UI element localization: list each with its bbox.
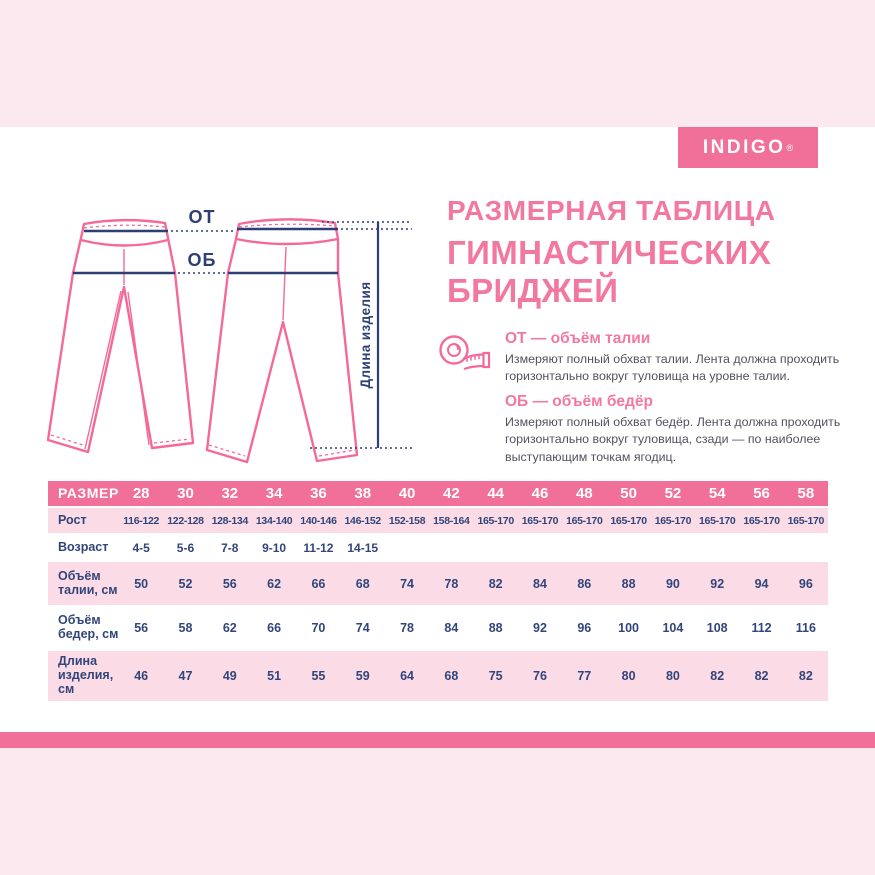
table-cell: 11-12 <box>303 540 334 555</box>
table-cell: 68 <box>355 576 370 591</box>
table-cell: 88 <box>621 576 636 591</box>
table-cell: 58 <box>797 485 815 502</box>
table-cell: 92 <box>533 621 547 635</box>
table-cell: 28 <box>132 485 150 502</box>
table-cell: 76 <box>533 669 547 683</box>
table-cell: 7-8 <box>221 540 239 555</box>
table-cell: 68 <box>444 669 459 683</box>
table-cell: 128-134 <box>211 514 248 527</box>
table-cell: 92 <box>710 576 725 591</box>
waist-measure-label: ОТ <box>188 207 216 227</box>
row-label: Возраст <box>58 539 109 554</box>
table-cell: 74 <box>355 621 370 635</box>
table-cell: 165-170 <box>743 514 780 527</box>
table-cell: 52 <box>664 485 682 502</box>
table-cell: 82 <box>754 669 769 683</box>
row-label: Объём бедер, см <box>58 613 119 641</box>
title-line-3: БРИДЖЕЙ <box>447 272 619 310</box>
tape-measure-icon <box>437 328 493 374</box>
table-cell: 112 <box>751 621 772 635</box>
table-cell: 36 <box>310 485 327 502</box>
registered-mark: ® <box>786 142 794 153</box>
table-row <box>48 562 828 605</box>
row-label: Рост <box>58 512 87 527</box>
table-cell: 86 <box>577 576 592 591</box>
hip-measure-label: ОБ <box>187 250 217 270</box>
table-cell: 96 <box>577 621 592 635</box>
table-cell: 34 <box>265 485 283 502</box>
table-cell: 70 <box>311 621 326 635</box>
table-cell: 78 <box>444 576 459 591</box>
table-cell: 75 <box>488 669 503 683</box>
table-cell: 165-170 <box>787 514 825 527</box>
table-cell: 58 <box>178 621 193 635</box>
table-row <box>48 481 828 506</box>
table-cell: 165-170 <box>654 514 692 527</box>
table-cell: 62 <box>267 576 282 591</box>
brand-logo <box>678 127 818 168</box>
table-cell: 30 <box>177 485 194 502</box>
title-line-1: РАЗМЕРНАЯ ТАБЛИЦА <box>447 195 776 226</box>
length-measure-label: Длина изделия <box>358 281 373 389</box>
size-table <box>48 481 828 703</box>
table-cell: 74 <box>400 576 414 591</box>
table-cell: 44 <box>487 485 504 502</box>
title-line-2: ГИМНАСТИЧЕСКИХ <box>447 234 772 271</box>
waist-legend-heading: ОТ — объём талии <box>505 330 651 347</box>
row-label: РАЗМЕР <box>58 484 119 501</box>
table-cell: 82 <box>710 669 725 683</box>
table-cell: 46 <box>134 669 149 683</box>
table-cell: 52 <box>178 576 193 591</box>
table-cell: 88 <box>488 621 503 635</box>
table-cell: 116-122 <box>123 514 160 527</box>
table-cell: 5-6 <box>176 540 195 555</box>
table-cell: 94 <box>754 576 769 591</box>
table-cell: 54 <box>708 485 726 502</box>
pants-back-view <box>207 219 357 462</box>
table-cell: 50 <box>134 576 149 591</box>
table-cell: 48 <box>575 485 593 502</box>
table-cell: 49 <box>222 669 237 683</box>
table-cell: 78 <box>400 621 414 635</box>
table-row <box>48 651 828 701</box>
table-cell: 66 <box>311 576 326 591</box>
waist-legend-body: Измеряют полный обхват талии. Лента должна проходить горизонтально вокруг туловища на уровне талии. <box>505 352 840 384</box>
table-cell: 82 <box>798 669 813 683</box>
table-cell: 62 <box>222 621 237 635</box>
table-cell: 56 <box>134 621 149 635</box>
table-cell: 46 <box>531 485 549 502</box>
table-cell: 152-158 <box>388 514 426 527</box>
row-label: Объём талии, см <box>58 568 118 597</box>
table-cell: 38 <box>354 485 372 502</box>
table-cell: 165-170 <box>699 514 736 527</box>
table-row <box>48 508 828 533</box>
table-cell: 84 <box>444 621 459 635</box>
table-cell: 80 <box>621 669 636 683</box>
table-cell: 80 <box>665 669 680 683</box>
table-cell: 146-152 <box>344 514 381 527</box>
table-cell: 55 <box>311 669 326 683</box>
table-cell: 165-170 <box>521 514 559 527</box>
table-cell: 56 <box>753 485 770 502</box>
table-cell: 32 <box>221 485 239 502</box>
page-title <box>447 195 776 311</box>
table-cell: 90 <box>665 576 680 591</box>
table-cell: 50 <box>620 485 637 502</box>
row-label: Длина изделия, см <box>58 654 114 696</box>
table-cell: 165-170 <box>610 514 647 527</box>
table-cell: 59 <box>355 669 370 683</box>
pants-measurement-diagram <box>40 190 420 465</box>
hips-legend-heading: ОБ — объём бедёр <box>505 393 653 410</box>
table-cell: 82 <box>488 576 503 591</box>
table-cell: 51 <box>267 669 282 683</box>
table-row <box>48 535 828 560</box>
table-cell: 64 <box>400 669 414 683</box>
table-cell: 56 <box>222 576 237 591</box>
table-cell: 158-164 <box>433 514 470 527</box>
table-cell: 14-15 <box>347 540 379 555</box>
table-cell: 4-5 <box>132 540 150 555</box>
table-cell: 134-140 <box>255 514 293 527</box>
table-cell: 42 <box>443 485 460 502</box>
bottom-accent-strip <box>0 732 875 748</box>
table-cell: 100 <box>618 621 640 635</box>
table-cell: 116 <box>795 621 816 635</box>
brand-logo-text: INDIGO <box>702 136 786 158</box>
table-cell: 84 <box>533 576 547 591</box>
table-cell: 140-146 <box>300 514 337 527</box>
table-cell: 104 <box>662 621 684 635</box>
table-cell: 77 <box>577 669 592 683</box>
table-cell: 66 <box>267 621 282 635</box>
table-cell: 108 <box>706 621 728 635</box>
hips-legend-body: Измеряют полный обхват бедёр. Лента должна проходить горизонтально вокруг туловища, сзади — по наиболее выступающим точкам ягодиц. <box>505 415 841 464</box>
table-row <box>48 607 828 649</box>
table-cell: 122-128 <box>167 514 204 527</box>
table-cell: 9-10 <box>262 540 287 555</box>
table-cell: 96 <box>798 576 813 591</box>
table-cell: 165-170 <box>566 514 603 527</box>
pants-front-view <box>48 220 193 452</box>
table-cell: 165-170 <box>477 514 514 527</box>
table-cell: 47 <box>178 669 193 683</box>
table-cell: 40 <box>398 485 416 502</box>
